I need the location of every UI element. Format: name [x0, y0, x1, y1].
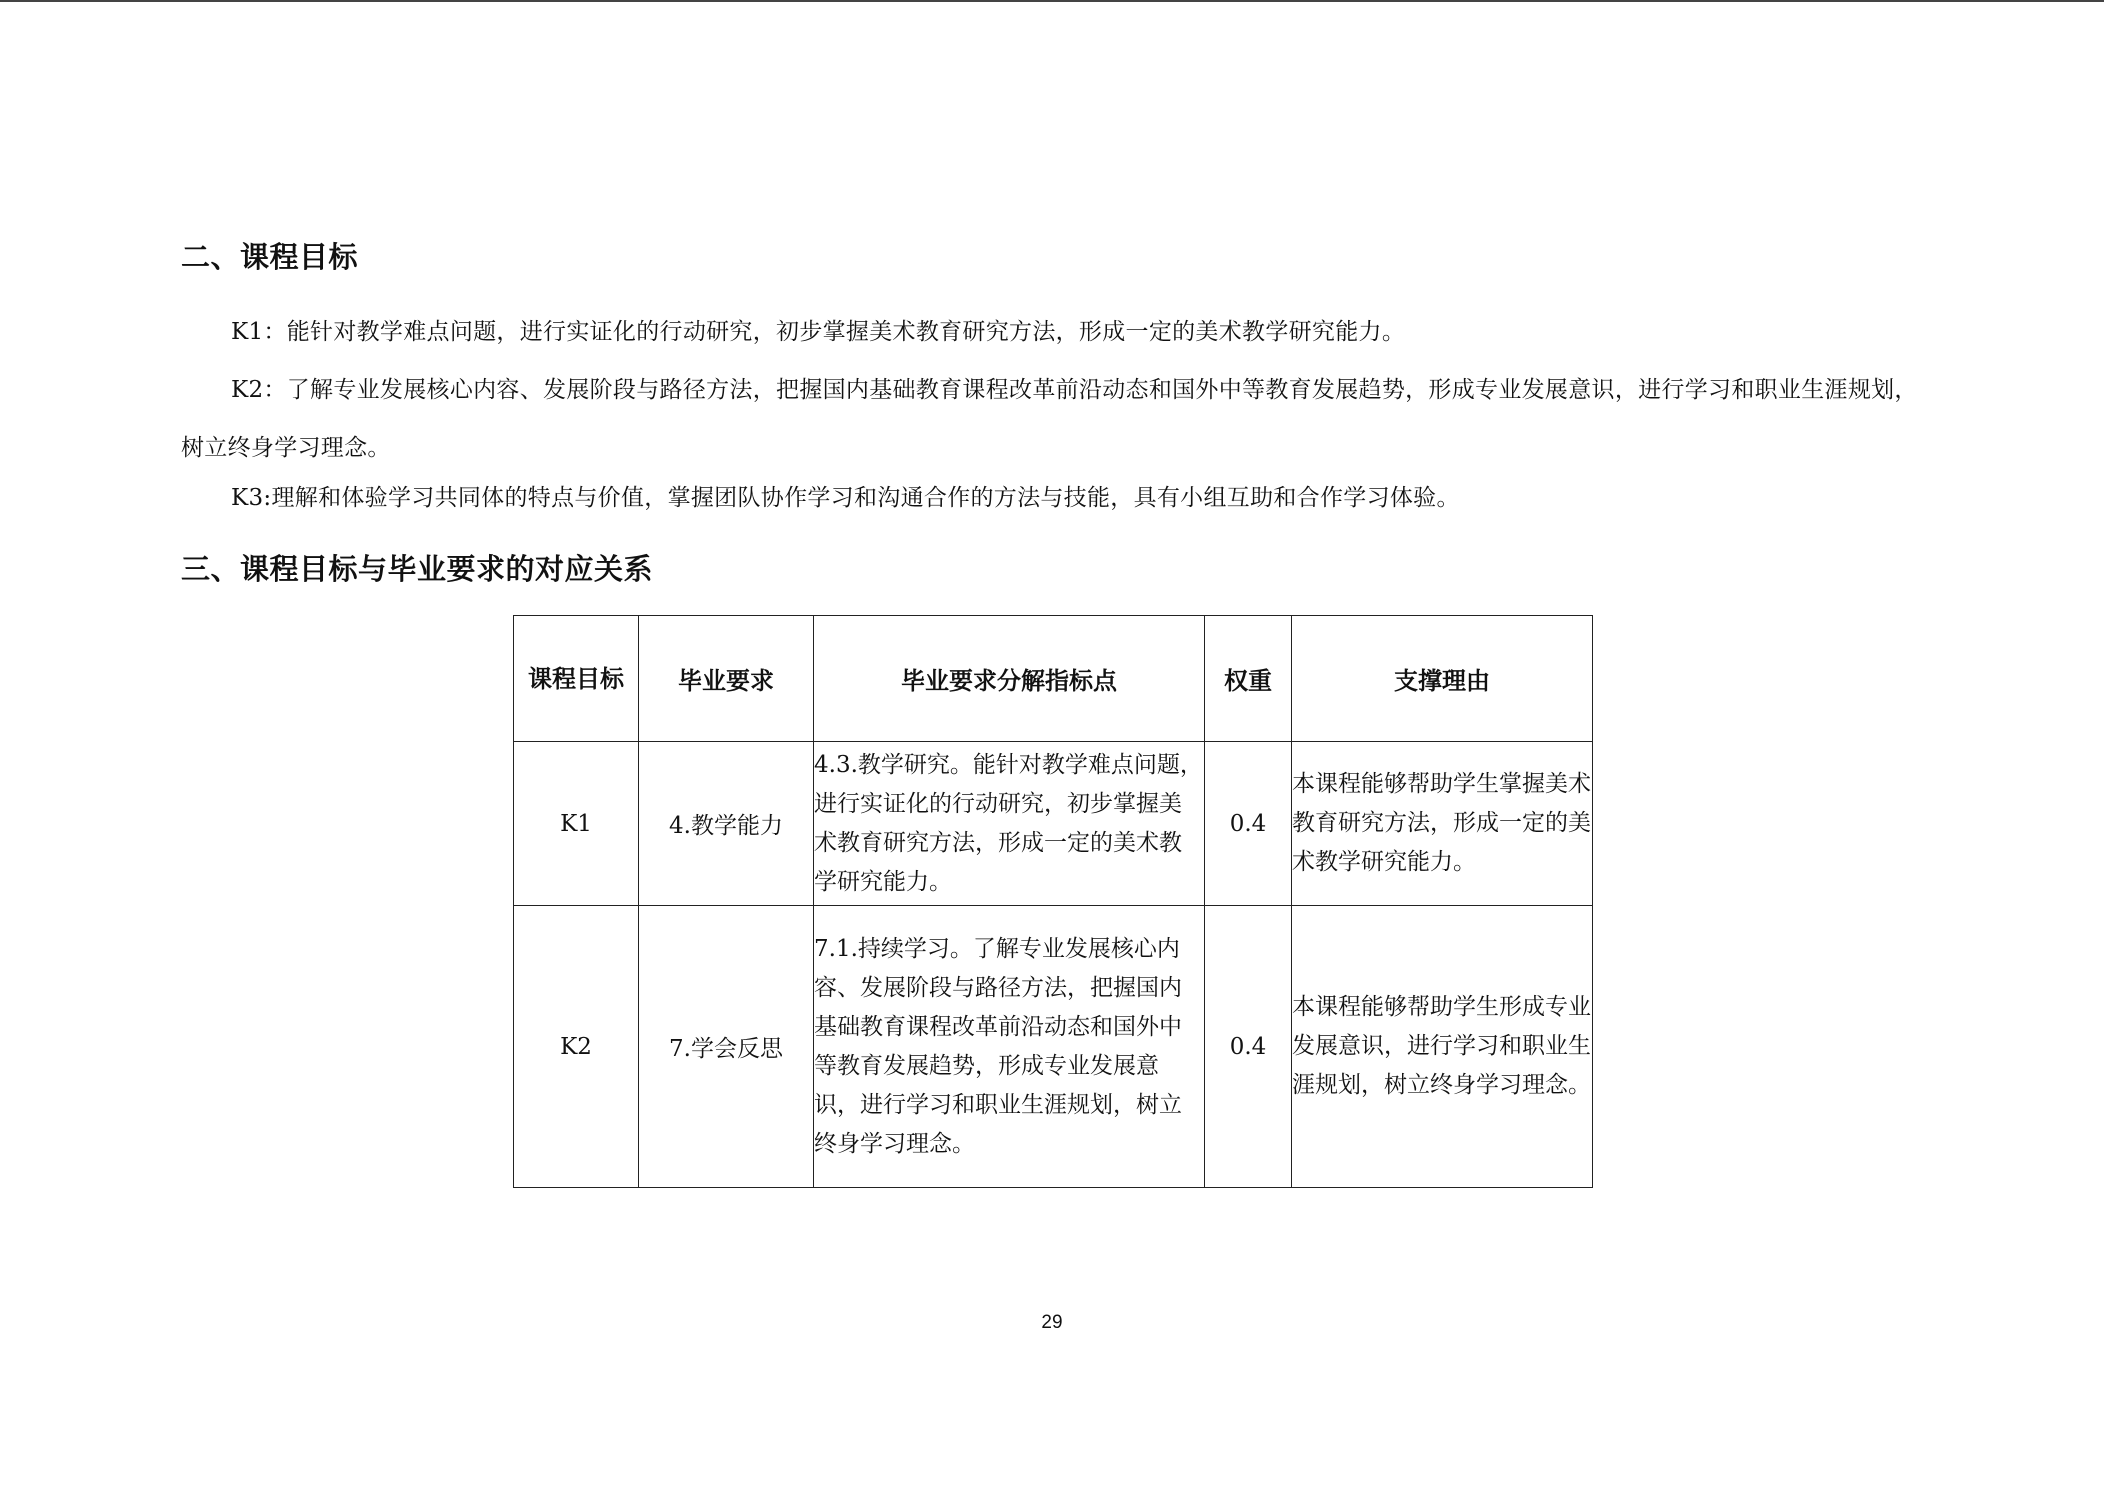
- goal-k3-paragraph: K3:理解和体验学习共同体的特点与价值，掌握团队协作学习和沟通合作的方法与技能，具有小组互助和合作学习体验。: [231, 485, 1460, 511]
- page-top-border: [0, 0, 2104, 2]
- cell-requirement: 4.教学能力: [639, 742, 814, 906]
- cell-target: K2: [514, 906, 639, 1188]
- goal-k1-paragraph: K1：能针对教学难点问题，进行实证化的行动研究，初步掌握美术教育研究方法，形成一定的美术教学研究能力。: [231, 319, 1406, 345]
- cell-reason: 本课程能够帮助学生掌握美术教育研究方法，形成一定的美术教学研究能力。: [1292, 742, 1593, 906]
- table-row: [514, 906, 1593, 1188]
- cell-target: K1: [514, 742, 639, 906]
- goal-requirement-table: [513, 615, 1593, 1188]
- header-graduation-requirement: 毕业要求: [639, 616, 814, 742]
- header-indicator: 毕业要求分解指标点: [814, 616, 1205, 742]
- header-weight: 权重: [1205, 616, 1292, 742]
- table-header-row: [514, 616, 1593, 742]
- cell-requirement: 7.学会反思: [639, 906, 814, 1188]
- cell-weight: 0.4: [1205, 742, 1292, 906]
- table-row: [514, 742, 1593, 906]
- header-support-reason: 支撑理由: [1292, 616, 1593, 742]
- section-heading-goal-requirement-mapping: 三、课程目标与毕业要求的对应关系: [181, 552, 654, 586]
- cell-indicator: 7.1.持续学习。了解专业发展核心内容、发展阶段与路径方法，把握国内基础教育课程改革前沿动态和国外中等教育发展趋势，形成专业发展意识，进行学习和职业生涯规划，树立终身学习理念。: [814, 906, 1205, 1188]
- goal-k2-paragraph: K2：了解专业发展核心内容、发展阶段与路径方法，把握国内基础教育课程改革前沿动态和国外中等教育发展趋势，形成专业发展意识，进行学习和职业生涯规划，树立终身学习理念。: [181, 377, 1918, 461]
- header-course-target: 课程目标: [514, 616, 639, 742]
- page-number: 29: [1041, 1312, 1063, 1333]
- section-heading-course-goals: 二、课程目标: [181, 240, 359, 274]
- cell-indicator: 4.3.教学研究。能针对教学难点问题，进行实证化的行动研究，初步掌握美术教育研究方法，形成一定的美术教学研究能力。: [814, 742, 1205, 906]
- cell-weight: 0.4: [1205, 906, 1292, 1188]
- cell-reason: 本课程能够帮助学生形成专业发展意识，进行学习和职业生涯规划，树立终身学习理念。: [1292, 906, 1593, 1188]
